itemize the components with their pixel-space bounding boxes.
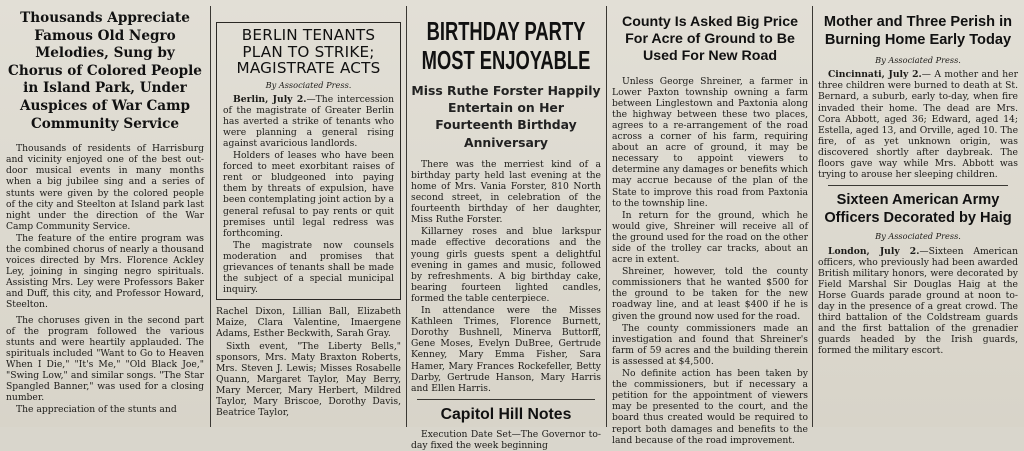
section-divider	[828, 185, 1008, 186]
article-paragraph: There was the merriest kind of a birthday party held last evening at the home of Mrs. Vania Forster, 810 North second street, in celebration of the fourteenth birthday of her daughter, Miss Ruthe Forster.	[411, 158, 601, 226]
headline-jubilee-sing: Thousands Appreciate Famous Old Negro Melodies, Sung by Chorus of Colored People in Island Park, Under Auspices of War Camp Community Service	[8, 10, 202, 132]
section-divider	[417, 399, 595, 400]
article-paragraph: Shreiner, however, told the county commissioners that he wanted $500 for the ground to be taken for the new roadway line, and at least $400 if he is given the ground now used for the road.	[612, 266, 808, 322]
article-paragraph	[411, 429, 601, 451]
column-rule	[406, 6, 407, 427]
article-paragraph: The county commissioners made an investigation and found that Shreiner's farm of 59 acres and the building therein is assessed at $4,500.	[612, 322, 808, 367]
headline-birthday-party: BIRTHDAY PARTY MOST ENJOYABLE	[421, 18, 591, 75]
article-paragraph: The appreciation of the stunts and	[16, 404, 177, 416]
column-fire-and-haig	[818, 10, 1018, 427]
column-birthday-party	[411, 10, 601, 451]
article-paragraph: The magistrate now counsels moderation and promises that grievances of tenants shall be made the subject of a special municipal inquiry.	[223, 239, 394, 296]
column-rule	[812, 6, 813, 427]
article-paragraph	[818, 246, 1018, 357]
byline-associated-press: By Associated Press.	[265, 79, 352, 90]
headline-county-road: County Is Asked Big Price For Acre of Ground to Be Used For New Road	[621, 14, 799, 65]
headline-mother-and-three: Mother and Three Perish in Burning Home Early Today	[823, 14, 1013, 48]
article-paragraph: The feature of the entire program was the combined chorus of nearly a thousand voices directed by Mrs. Florence Ackley Ley, joining in singing negro spirituals. Assisting Mrs. Ley were Professors Baker and Duff, this city, and Professor Howard, Steelton.	[6, 232, 204, 311]
headline-berlin-tenants: BERLIN TENANTS PLAN TO STRIKE; MAGISTRATE ACTS	[236, 26, 381, 77]
names-paragraph: Rachel Dixon, Lillian Ball, Elizabeth Maize, Clara Valentine, Imaergene Adams, Esther Beckwith, Sarah Gray.	[216, 306, 401, 340]
column-jubilee-sing	[6, 10, 204, 427]
dateline: Cincinnati, July 2.	[828, 69, 922, 81]
column-rule	[606, 6, 607, 427]
lead-text: Execution Date Set—The Governor to-day fixed the week beginning	[411, 428, 601, 451]
headline-sixteen-officers: Sixteen American Army Officers Decorated by Haig	[824, 192, 1012, 226]
article-paragraph: No definite action has been taken by the commissioners, but if necessary a petition for the appointment of viewers may be presented to the court, and the board thus created would be required to report both damages and benefits to the land because of the road improvement.	[612, 368, 808, 446]
names-paragraph: Sixth event, "The Liberty Bells," sponsors, Mrs. Maty Braxton Roberts, Mrs. Steven J. Lewis; Misses Rosabelle Quann, Margaret Taylor, May Berry, Mary Mercer, Mary Herbert, Mildred Taylor, Mary Briscoe, Dorothy Davis, Beatrice Taylor,	[216, 340, 401, 419]
article-text: — A mother and her three children were burned to death at St. Bernard, a suburb, early to-day, when fire invaded their home. The dead are Mrs. Cora Abbott, aged 36; Edward, aged 14; Estella, aged 13, and Orville, aged 10. The fire, of as yet unknown origin, was discovered shortly after daybreak. The floors gave way while Mrs. Abbott was trying to arouse her sleeping children.	[818, 69, 1018, 181]
deck-birthday-party: Miss Ruthe Forster Happily Entertain on Her Fourteenth Birthday Anniversary	[411, 83, 601, 150]
article-paragraph: In attendance were the Misses Kathleen Trimes, Florence Burnett, Dorothy Bushnell, Minerva Buttorff, Gene Moses, Evelyn DuBree, Gertrude Kenney, Mary Emma Fisher, Sara Hamer, Mary Frances Rockefeller, Betty Darby, Gertrude Hanson, Mary Harris and Ellen Harris.	[411, 305, 601, 394]
article-paragraph: Unless George Shreiner, a farmer in Lower Paxton township owning a farm between Linglestown and Paxtonia along the highway between these two places, agrees to a re-arrangement of the road across a corner of his farm, requiring about an acre of ground, it may be necessary to appoint viewers to determine any damages or benefits which may accrue because of the plan of the State to improve this road from Paxtonia to the township line.	[612, 75, 808, 209]
headline-capitol-hill-notes: Capitol Hill Notes	[440, 405, 572, 423]
article-text: —Sixteen American officers, who previously had been awarded British military honors, were decorated by Field Marshal Sir Douglas Haig at the Horse Guards parade ground at noon to-day in the presence of a great crowd. The third battalion of the Coldstream guards and the first battalion of the grenadier guards headed by the Irish guards, formed the military escort.	[818, 245, 1019, 357]
article-paragraph: Killarney roses and blue larkspur made effective decorations and the young girls guests spent a delightful evening in games and music, followed by refreshments. A big birthday cake, bearing fourteen lighted candles, formed the table centerpiece.	[411, 226, 601, 304]
column-berlin-tenants	[216, 10, 401, 427]
article-paragraph: The choruses given in the second part of the program followed the various stunts and were heartily applauded. The spirituals included "Want to Go to Heaven When I Die," "It's Me," "Old Black Joe," "Swing Low," and similar songs. "The Star Spangled Banner," was used for a closing number.	[6, 314, 204, 404]
byline-associated-press: By Associated Press.	[875, 231, 961, 242]
article-paragraph	[818, 69, 1018, 180]
article-paragraph: In return for the ground, which he would give, Shreiner will receive all of the ground used for the road on the other side of the trolley car tracks, about an acre in extent.	[612, 209, 808, 266]
article-paragraph: Thousands of residents of Harrisburg and vicinity enjoyed one of the best out-door musical events in many months when a big jubilee sing and a series of stunts were given by the colored people of the city and Steelton at Island park last night under the direction of the War Camp Community Service.	[6, 143, 204, 232]
article-paragraph	[223, 94, 394, 149]
dateline: London, July 2.	[828, 245, 920, 257]
dateline: Berlin, July 2.	[233, 93, 307, 105]
column-county-road	[612, 10, 808, 446]
article-paragraph: Holders of leases who have been forced to meet exorbitant raises of rent or bludgeoned into paying them by threats of expulsion, have been contemplating joint action by a general refusal to pay rents or quit premises until legal redress was forthcoming.	[223, 150, 394, 239]
article-text: —The intercession of the magistrate of Greater Berlin has averted a strike of tenants who were planning a general rising against avaricious landlords.	[223, 93, 394, 149]
byline-associated-press: By Associated Press.	[875, 55, 961, 66]
column-rule	[210, 6, 211, 427]
berlin-article-box	[216, 22, 401, 300]
